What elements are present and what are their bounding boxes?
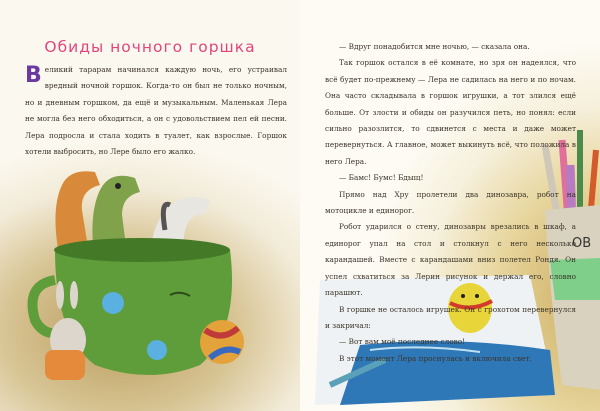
paragraph: Робот ударился о стену, динозавры врезались в шкаф, а единорог упал на стол и столкнул с него несколько карандашей. Вместе с карандашами вниз полетел Рондя. Он успел схватиться за Лерин рисунок и держал его, словно парашют. [325,222,576,298]
paragraph: В горшке не осталось игрушек. Он с грохотом перевернулся и закричал: [325,304,576,330]
paragraph: — Вот вам моё последнее слово! [339,337,466,347]
ball [200,320,244,364]
chapter-title: Обиды ночного горшка [44,38,256,56]
left-text [25,62,287,160]
paragraph: Прямо над Хру пролетели два динозавра, робот на мотоцикле и единорог. [325,189,576,216]
paragraph: — Бамс! Бумс! Бдыщ! [339,173,424,183]
drop-cap: В [25,63,42,88]
paragraph: — Вдруг понадобится мне ночью, — сказала она. [339,42,530,51]
right-page [300,0,600,411]
paragraph: еликий тарарам начинался каждую ночь, его устраивал вредный ночной горшок. Когда-то он был не только ночным, но и дневным горшком, да ещё и музыкальным. Маленькая Лера не могла без него обходиться, а он с удовольствием пел ей песни. Лера подросла и стала ходить в туалет, как взрослые. Горшок хотели выбросить, но Лере было его жалко. [25,65,287,157]
paragraph: Так горшок остался в её комнате, но зря он надеялся, что всё будет по-прежнему — Лера не садилась на него и по ночам. Она часто складывала в горшок игрушки, а тот злился ещё больше. От злости и обиды он разучился петь, но понял: если сильно разозлится, то сдвинется с места и даже может перевернуться. А главное, может выкинуть всё, что положила в него Лера. [325,58,576,166]
right-text [325,39,576,367]
cup-label: OB [572,236,592,251]
paragraph: В этот момент Лера проснулась и включила свет. [339,353,532,363]
